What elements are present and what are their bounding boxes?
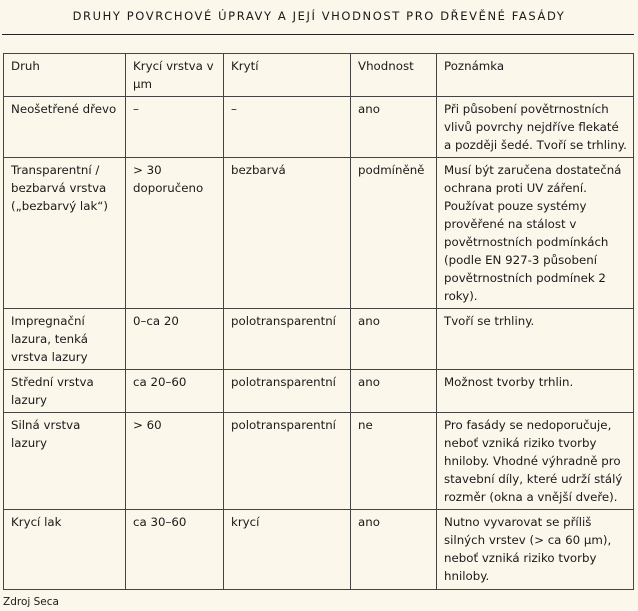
title-divider (2, 34, 634, 35)
table-cell: ano (351, 309, 437, 370)
table-cell: polotransparentní (224, 309, 351, 370)
table-cell: ano (351, 97, 437, 158)
table-header-row (4, 54, 634, 97)
table-cell: polotransparentní (224, 370, 351, 413)
table-cell: 0–ca 20 (126, 309, 224, 370)
table-cell: ca 20–60 (126, 370, 224, 413)
table-cell: > 30 doporučeno (126, 158, 224, 309)
table-cell: Impregnační lazura, tenká vrstva lazury (4, 309, 126, 370)
table-cell: ano (351, 510, 437, 590)
table-cell: – (126, 97, 224, 158)
header-cell: Krycí vrstva v µm (126, 54, 224, 97)
table-cell: ca 30–60 (126, 510, 224, 590)
table-cell: – (224, 97, 351, 158)
table-row (4, 309, 634, 370)
table-cell: polotransparentní (224, 413, 351, 510)
source-note: Zdroj Seca (3, 596, 59, 608)
table-cell: Neošetřené dřevo (4, 97, 126, 158)
header-cell: Vhodnost (351, 54, 437, 97)
table-cell: Nutno vyvarovat se příliš silných vrstev (> ca 60 µm), neboť vzniká riziko tvorby hniloby. (437, 510, 634, 590)
table-row (4, 158, 634, 309)
table-cell: Musí být zaručena dostatečná ochrana proti UV záření. Používat pouze systémy prověřené na stálost v povětrnostních podmínkách (podle EN 927-3 působení povětrnostních podmínek 2 roky). (437, 158, 634, 309)
header-cell: Druh (4, 54, 126, 97)
table-row (4, 97, 634, 158)
table-title: DRUHY POVRCHOVÉ ÚPRAVY A JEJÍ VHODNOST PRO DŘEVĚNÉ FASÁDY (72, 9, 566, 23)
table-cell: Transparentní / bezbarvá vrstva („bezbarvý lak“) (4, 158, 126, 309)
table-cell: ne (351, 413, 437, 510)
table-cell: Pro fasády se nedoporučuje, neboť vzniká riziko tvorby hniloby. Vhodné výhradně pro stavební díly, které udrží stálý rozměr (okna a vnější dveře). (437, 413, 634, 510)
table-cell: podmíněně (351, 158, 437, 309)
header-cell: Krytí (224, 54, 351, 97)
table-cell: bezbarvá (224, 158, 351, 309)
table-row (4, 413, 634, 510)
surface-treatment-table (3, 53, 634, 590)
table-cell: Tvoří se trhliny. (437, 309, 634, 370)
table-cell: ano (351, 370, 437, 413)
table-cell: > 60 (126, 413, 224, 510)
table-cell: Střední vrstva lazury (4, 370, 126, 413)
table-cell: Krycí lak (4, 510, 126, 590)
header-cell: Poznámka (437, 54, 634, 97)
table-cell: Možnost tvorby trhlin. (437, 370, 634, 413)
table-row (4, 510, 634, 590)
table-cell: krycí (224, 510, 351, 590)
table-row (4, 370, 634, 413)
table-cell: Při působení povětrnostních vlivů povrchy nejdříve flekaté a později šedé. Tvoří se trhliny. (437, 97, 634, 158)
table-cell: Silná vrstva lazury (4, 413, 126, 510)
